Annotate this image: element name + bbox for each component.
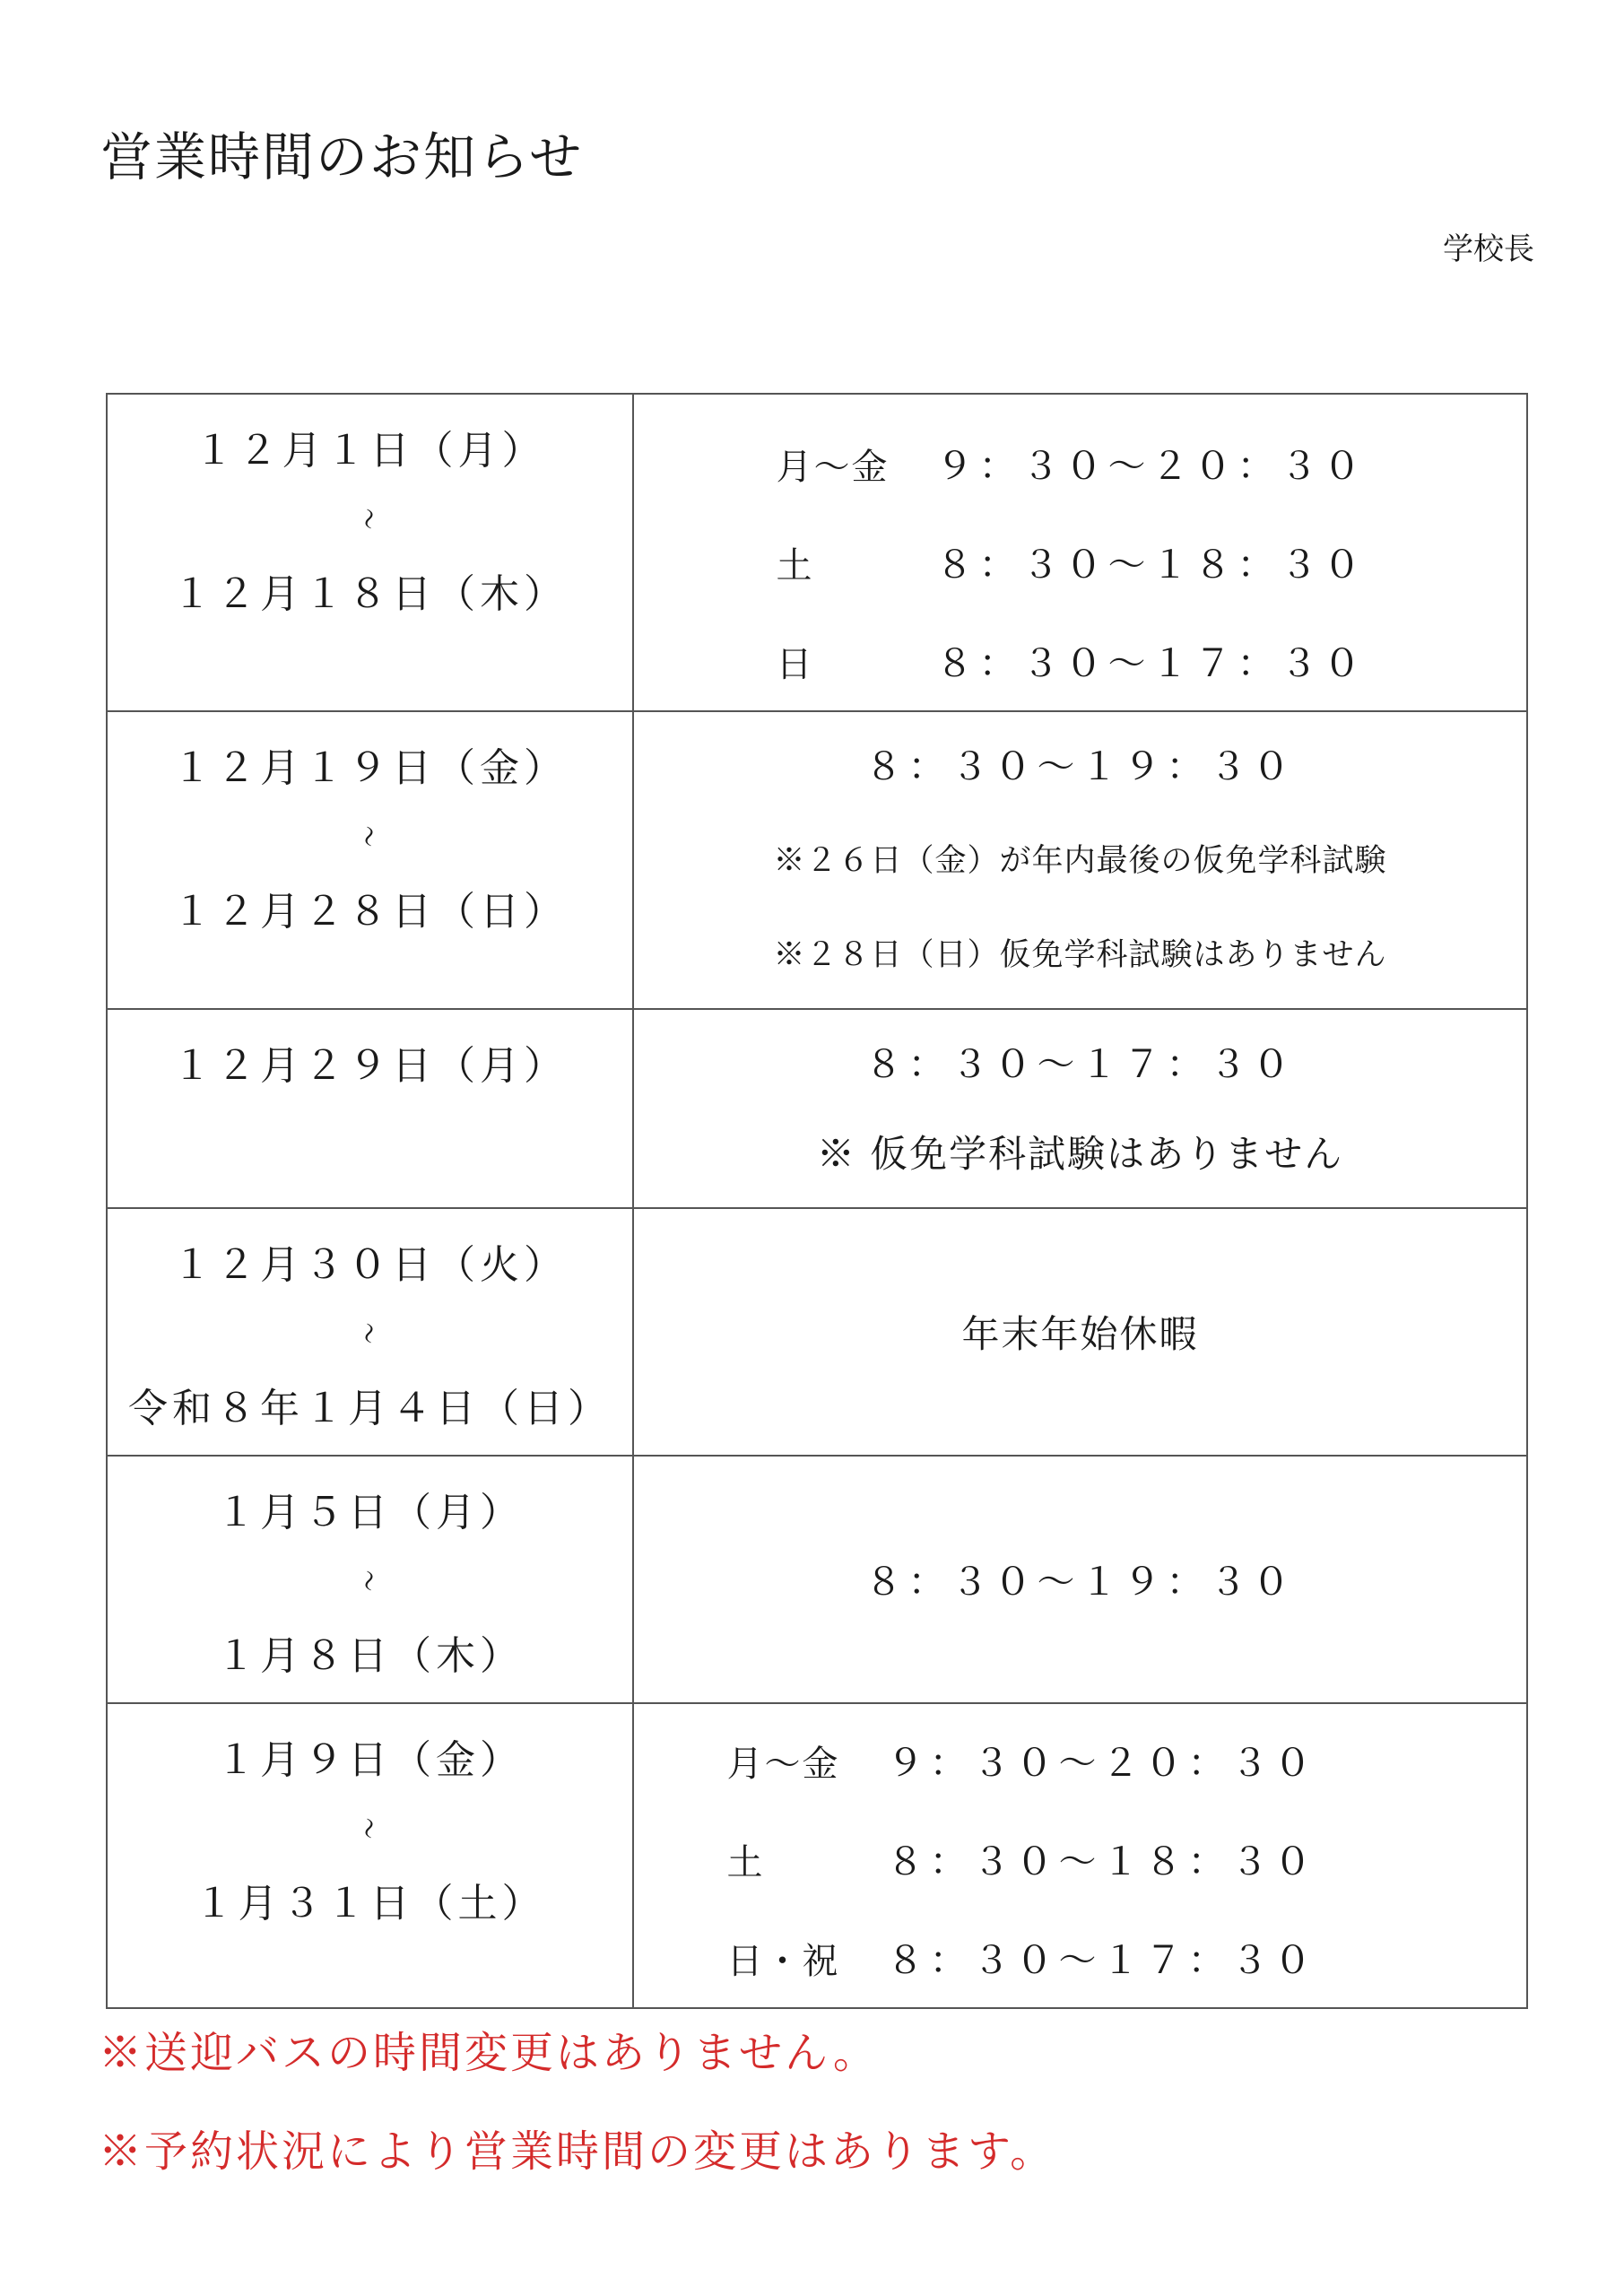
day-row: [776, 513, 1366, 612]
table-row: [107, 1208, 1527, 1456]
day-row: [776, 414, 1366, 513]
day-label: 日: [776, 643, 814, 685]
day-label: 土: [776, 544, 814, 587]
day-time: ９：３０～２０：３０: [935, 444, 1367, 488]
footnote-hours-change: ※予約状況により営業時間の変更はあります。: [99, 2126, 1056, 2177]
date-to: １月３１日（土）: [194, 1881, 546, 1926]
range-tilde: ～: [346, 1570, 387, 1591]
hours-cell: [633, 1208, 1527, 1456]
date-cell: [107, 711, 633, 1009]
date-to: １２月２８日（日）: [172, 889, 568, 935]
day-time: ８：３０～１８：３０: [935, 543, 1367, 587]
range-tilde: ～: [346, 825, 387, 847]
day-time: ８：３０～１８：３０: [886, 1839, 1317, 1883]
date-to: １２月１８日（木）: [172, 571, 568, 617]
hours-cell: [633, 1703, 1527, 2008]
date-cell: [107, 1456, 633, 1703]
note-text: ※２８日（日）仮免学科試験はありません: [773, 937, 1387, 973]
table-row: [107, 711, 1527, 1009]
hours-cell: [633, 1456, 1527, 1703]
day-row: [776, 612, 1366, 710]
schedule-table: [106, 393, 1528, 2009]
date-from: １２月２９日（月）: [172, 1043, 568, 1089]
day-row: [726, 1711, 1316, 1810]
note-text: ※ 仮免学科試験はありません: [816, 1132, 1344, 1176]
table-row: [107, 394, 1527, 711]
footnote-bus: ※送迎バスの時間変更はありません。: [99, 2028, 879, 2078]
day-time: ９：３０～２０：３０: [886, 1741, 1317, 1785]
page-title: 営業時間のお知らせ: [100, 126, 584, 187]
note-text: ※２６日（金）が年内最後の仮免学科試験: [773, 843, 1387, 879]
day-time: ８：３０～１７：３０: [886, 1938, 1317, 1982]
day-label: 月～金: [776, 446, 890, 488]
date-to: 令和８年１月４日（日）: [128, 1386, 612, 1431]
hours-cell: [633, 1009, 1527, 1208]
hours-cell: [633, 394, 1527, 711]
table-row: [107, 1703, 1527, 2008]
hours-text: ８：３０～１７：３０: [864, 1042, 1296, 1086]
day-label: 月～金: [726, 1743, 840, 1785]
table-row: [107, 1456, 1527, 1703]
day-row: [726, 1810, 1316, 1909]
table-row: [107, 1009, 1527, 1208]
range-tilde: ～: [346, 508, 387, 529]
date-from: １２月３０日（火）: [172, 1242, 568, 1288]
hours-text: ８：３０～１９：３０: [864, 744, 1296, 788]
hours-cell: [633, 711, 1527, 1009]
date-cell: [107, 1703, 633, 2008]
date-cell: [107, 394, 633, 711]
date-from: １２月１日（月）: [194, 428, 546, 474]
day-time: ８：３０～１７：３０: [935, 641, 1367, 685]
day-row: [726, 1909, 1316, 2007]
date-from: １月５日（月）: [216, 1490, 524, 1535]
range-tilde: ～: [346, 1817, 387, 1839]
date-from: １２月１９日（金）: [172, 745, 568, 791]
date-cell: [107, 1009, 633, 1208]
day-label: 日・祝: [726, 1940, 840, 1982]
hours-text: ８：３０～１９：３０: [864, 1560, 1296, 1604]
author-label: 学校長: [1443, 231, 1534, 267]
closed-label: 年末年始休暇: [961, 1312, 1199, 1356]
range-tilde: ～: [346, 1322, 387, 1344]
date-to: １月８日（木）: [216, 1633, 524, 1679]
date-from: １月９日（金）: [216, 1737, 524, 1783]
day-label: 土: [726, 1841, 765, 1883]
date-cell: [107, 1208, 633, 1456]
